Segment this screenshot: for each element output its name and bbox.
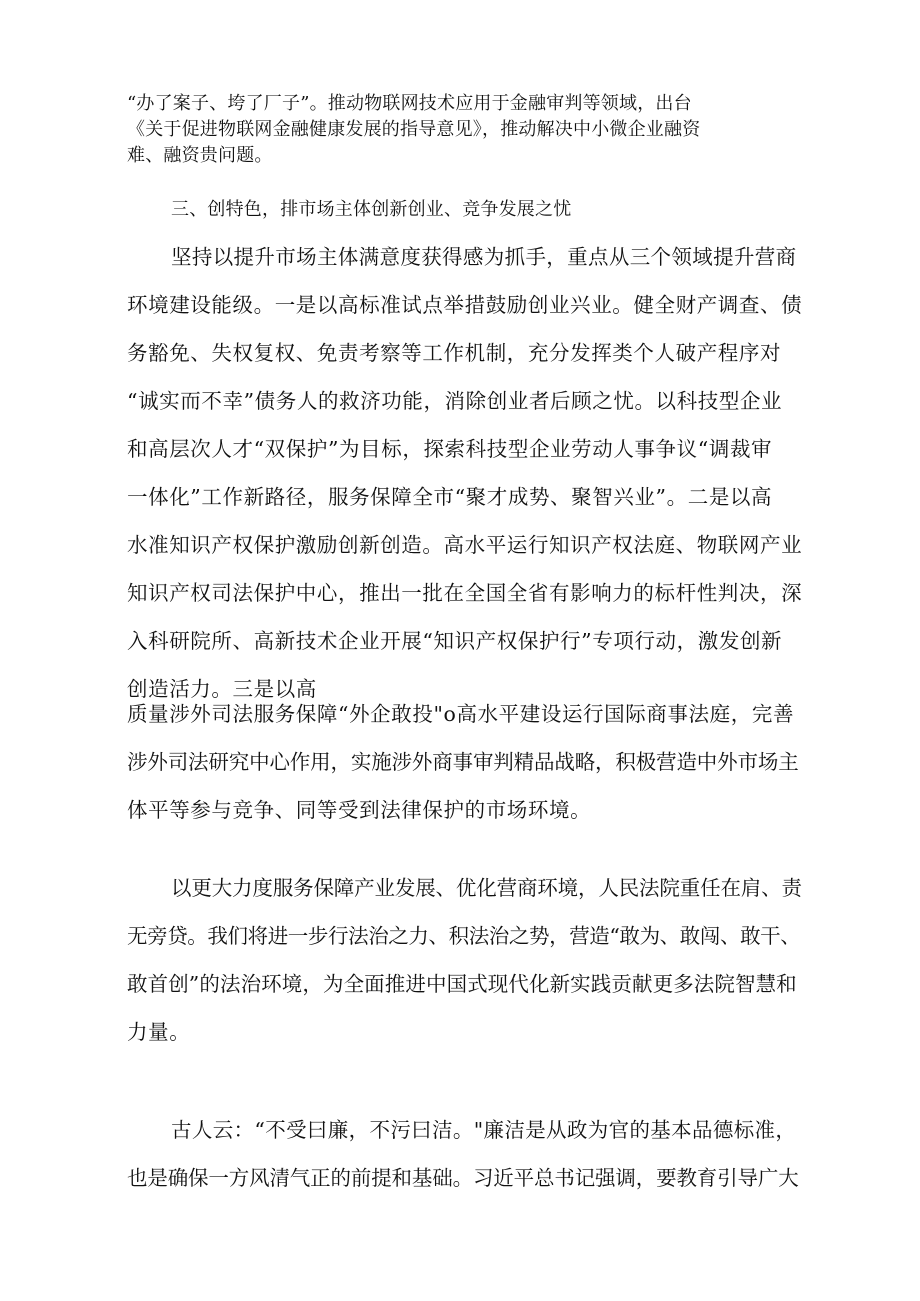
text-line: 无旁贷。我们将进一步行法治之力、积法治之势，营造“敢为、敢闯、敢干、 bbox=[127, 924, 801, 948]
section-body-paragraph bbox=[127, 233, 803, 713]
text-line: 涉外司法研究中心作用，实施涉外商事审判精品战略，积极营造中外市场主 bbox=[127, 750, 799, 774]
text-line: 敢首创”的法治环境，为全面推进中国式现代化新实践贡献更多法院智慧和 bbox=[127, 972, 797, 996]
section-body-paragraph-continued bbox=[127, 690, 803, 834]
text-line: 也是确保一方风清气正的前提和基础。习近平总书记强调，要教育引导广大 bbox=[127, 1166, 799, 1190]
next-article-paragraph bbox=[127, 1106, 803, 1202]
text-line: 水准知识产权保护激励创新创造。高水平运行知识产权法庭、物联网产业 bbox=[127, 533, 803, 557]
text-line: 质量涉外司法服务保障“外企敢投"o高水平建设运行国际商事法庭，完善 bbox=[127, 702, 795, 726]
section-heading bbox=[127, 197, 803, 223]
heading-line: 三、创特色，排市场主体创新创业、竞争发展之忧 bbox=[171, 199, 572, 220]
text-line: 和高层次人才“双保护”为目标，探索科技型企业劳动人事争议“调裁审 bbox=[127, 437, 773, 461]
conclusion-paragraph bbox=[127, 864, 803, 1056]
text-line: “诚实而不幸”债务人的救济功能，消除创业者后顾之忧。以科技型企业 bbox=[127, 389, 783, 413]
text-line: 一体化”工作新路径，服务保障全市“聚才成势、聚智兴业”。二是以高 bbox=[127, 485, 773, 509]
text-line: 以更大力度服务保障产业发展、优化营商环境，人民法院重任在肩、责 bbox=[171, 876, 802, 900]
text-line: “办了案子、垮了厂子”。推动物联网技术应用于金融审判等领域，出台 bbox=[127, 93, 692, 114]
text-line: 力量。 bbox=[127, 1020, 191, 1044]
text-line: 环境建设能级。一是以高标准试点举措鼓励创业兴业。健全财产调查、债 bbox=[127, 293, 803, 317]
text-line: 知识产权司法保护中心，推出一批在全国全省有影响力的标杆性判决，深 bbox=[127, 581, 803, 605]
text-line: 创造活力。三是以高 bbox=[127, 677, 317, 701]
text-line: 务豁免、失权复权、免责考察等工作机制，充分发挥类个人破产程序对 bbox=[127, 341, 782, 365]
text-line: 《关于促进物联网金融健康发展的指导意见》，推动解决中小微企业融资 bbox=[127, 119, 701, 140]
text-line: 入科研院所、高新技术企业开展“知识产权保护行”专项行动，激发创新 bbox=[127, 629, 783, 653]
text-line: 难、融资贵问题。 bbox=[127, 145, 273, 166]
text-line: 古人云：“不受曰廉，不污曰洁。"廉洁是从政为官的基本品德标准， bbox=[171, 1118, 797, 1142]
intro-continuation-paragraph bbox=[127, 91, 803, 169]
text-line: 坚持以提升市场主体满意度获得感为抓手，重点从三个领域提升营商 bbox=[171, 245, 797, 269]
text-line: 体平等参与竞争、同等受到法律保护的市场环境。 bbox=[127, 798, 592, 822]
